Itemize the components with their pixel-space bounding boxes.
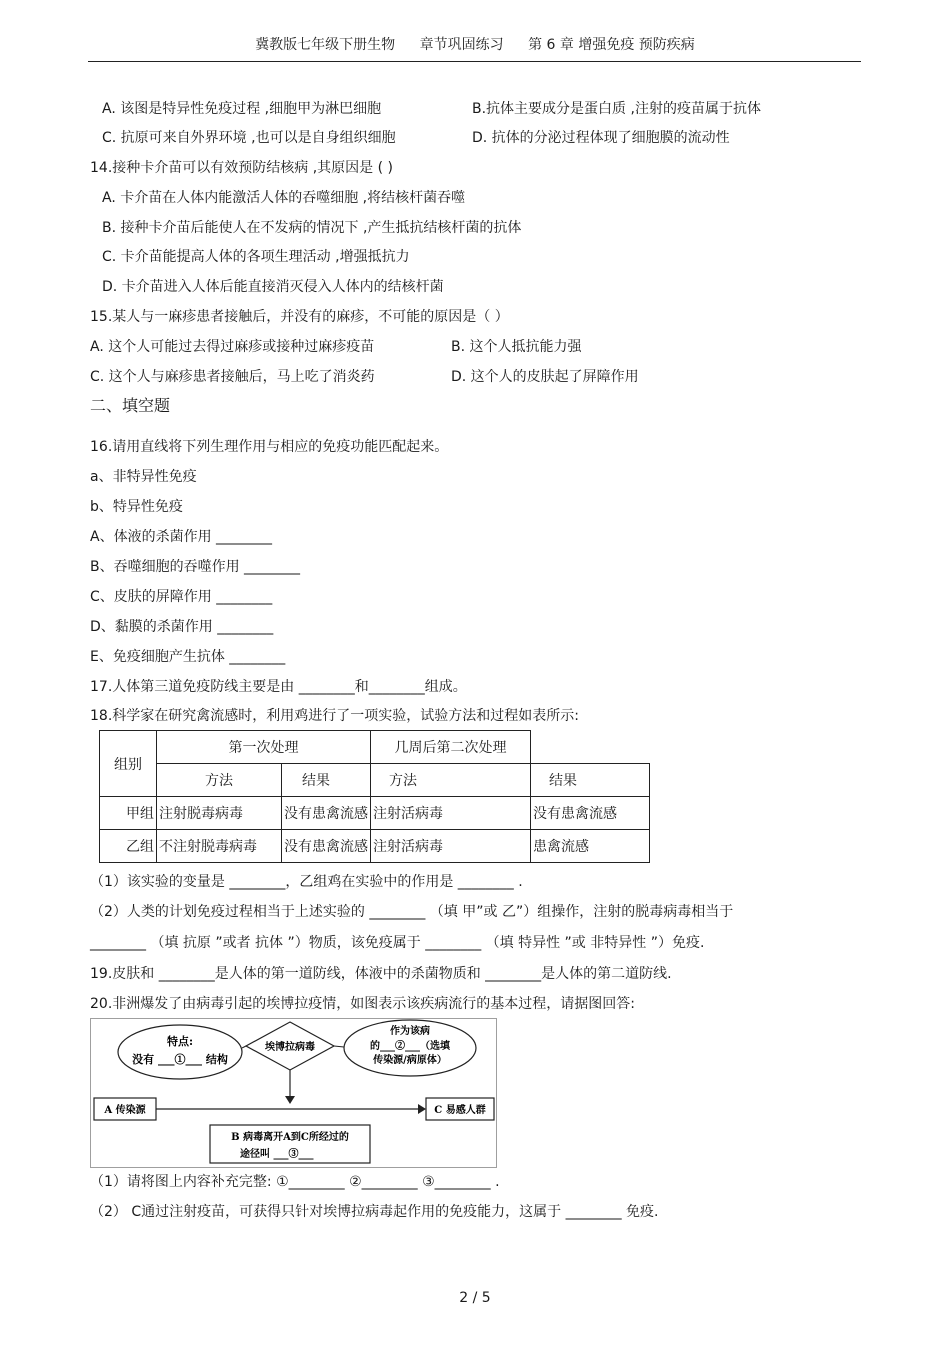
- q15-option-d: D. 这个人的皮肤起了屏障作用: [451, 369, 639, 385]
- table-row: [100, 797, 650, 830]
- table-cell: 注射活病毒: [371, 830, 531, 863]
- q20-stem: 20.非洲爆发了由病毒引起的埃博拉疫情，如图表示该疾病流行的基本过程，请据图回答:: [90, 996, 635, 1012]
- q18-sub1: （1）该实验的变量是 ________，乙组鸡在实验中的作用是 ________ .: [90, 874, 523, 890]
- q14-option-d: D. 卡介苗进入人体后能直接消灭侵入人体内的结核杆菌: [102, 279, 444, 295]
- q13-option-a: A. 该图是特异性免疫过程 ,细胞甲为淋巴细胞: [102, 101, 382, 117]
- table-cell: 乙组: [100, 830, 157, 863]
- q18-sub2a: （2）人类的计划免疫过程相当于上述实验的 ________ （填 甲”或 乙”）组操作，注射的脱毒病毒相当于: [90, 904, 734, 920]
- table-cell: 没有患禽流感: [531, 797, 650, 830]
- table-cell: 没有患禽流感: [282, 797, 371, 830]
- section-title: 二、填空题: [90, 396, 171, 415]
- role-line3: 传染源/病原体）: [373, 1055, 447, 1066]
- q14-stem: 14.接种卡介苗可以有效预防结核病 ,其原因是 ( ): [90, 160, 393, 176]
- q13-option-b: B.抗体主要成分是蛋白质 ,注射的疫苗属于抗体: [472, 101, 761, 117]
- page-header: [0, 34, 950, 54]
- header-group: 组别: [100, 731, 157, 797]
- q16-item-a: A、体液的杀菌作用 ________: [90, 529, 273, 545]
- route-line1: B 病毒离开A到C所经过的: [231, 1132, 349, 1143]
- q15-option-a: A. 这个人可能过去得过麻疹或接种过麻疹疫苗: [90, 339, 375, 355]
- q14-option-c: C. 卡介苗能提高人体的各项生理活动 ,增强抵抗力: [102, 249, 410, 265]
- table-cell: 患禽流感: [531, 830, 650, 863]
- header-first: 第一次处理: [157, 731, 371, 764]
- subheader-result-1: 结果: [282, 764, 371, 797]
- page-number: 2 / 5: [459, 1290, 491, 1306]
- header-book: 冀教版七年级下册生物: [255, 37, 396, 53]
- q15-option-b: B. 这个人抵抗能力强: [451, 339, 582, 355]
- subheader-method-1: 方法: [157, 764, 282, 797]
- subheader-method-2: 方法: [371, 764, 531, 797]
- header-second: 几周后第二次处理: [371, 731, 531, 764]
- q15-stem: 15.某人与一麻疹患者接触后，并没有的麻疹，不可能的原因是（ ）: [90, 309, 509, 325]
- feature-line2: 没有 ___①___ 结构: [132, 1053, 228, 1066]
- q16-type-b: b、特异性免疫: [90, 499, 183, 515]
- table-row: [100, 830, 650, 863]
- feature-ellipse: [118, 1025, 242, 1079]
- q17-text: 17.人体第三道免疫防线主要是由 ________和________组成。: [90, 679, 467, 695]
- q13-option-d: D. 抗体的分泌过程体现了细胞膜的流动性: [472, 130, 730, 146]
- q18-stem: 18.科学家在研究禽流感时，利用鸡进行了一项实验，试验方法和过程如表所示:: [90, 708, 579, 724]
- q16-item-c: C、皮肤的屏障作用 ________: [90, 589, 273, 605]
- q13-option-c: C. 抗原可来自外界环境 ,也可以是自身组织细胞: [102, 130, 396, 146]
- header-section: 章节巩固练习: [419, 37, 504, 53]
- role-line2: 的___②___（选填: [370, 1041, 450, 1052]
- source-label: A 传染源: [104, 1105, 146, 1116]
- table-cell: 甲组: [100, 797, 157, 830]
- route-line2: 途径叫 ___③___: [240, 1149, 314, 1160]
- q18-sub2b: ________ （填 抗原 ”或者 抗体 ”）物质，该免疫属于 ________ （填 特异性 ”或 非特异性 ”）免疫.: [90, 935, 705, 951]
- susceptible-label: C 易感人群: [434, 1105, 486, 1116]
- q16-item-e: E、免疫细胞产生抗体 ________: [90, 649, 286, 665]
- header-chapter: 第 6 章 增强免疫 预防疾病: [528, 37, 695, 53]
- q19-text: 19.皮肤和 ________是人体的第一道防线，体液中的杀菌物质和 ________是人体的第二道防线.: [90, 966, 672, 982]
- table-cell: 注射脱毒病毒: [157, 797, 282, 830]
- feature-line1: 特点:: [166, 1035, 194, 1048]
- role-line1: 作为该病: [390, 1026, 430, 1037]
- q16-item-b: B、吞噬细胞的吞噬作用 ________: [90, 559, 301, 575]
- table-cell: 不注射脱毒病毒: [157, 830, 282, 863]
- table-cell: 没有患禽流感: [282, 830, 371, 863]
- virus-label: 埃博拉病毒: [265, 1042, 315, 1053]
- q16-type-a: a、非特异性免疫: [90, 469, 197, 485]
- q14-option-a: A. 卡介苗在人体内能激活人体的吞噬细胞 ,将结核杆菌吞噬: [102, 190, 466, 206]
- epidemic-diagram: [90, 1018, 497, 1168]
- q14-option-b: B. 接种卡介苗后能使人在不发病的情况下 ,产生抵抗结核杆菌的抗体: [102, 220, 522, 236]
- q20-sub1: （1）请将图上内容补充完整: ①________ ②________ ③________ .: [90, 1174, 500, 1190]
- table-cell: 注射活病毒: [371, 797, 531, 830]
- q16-item-d: D、黏膜的杀菌作用 ________: [90, 619, 274, 635]
- q16-stem: 16.请用直线将下列生理作用与相应的免疫功能匹配起来。: [90, 439, 449, 455]
- subheader-result-2: 结果: [531, 764, 650, 797]
- q20-sub2: （2） C通过注射疫苗，可获得只针对埃博拉病毒起作用的免疫能力，这属于 ________ 免疫.: [90, 1204, 659, 1220]
- experiment-table: [99, 730, 650, 863]
- header-rule: [88, 61, 861, 62]
- q15-option-c: C. 这个人与麻疹患者接触后，马上吃了消炎药: [90, 369, 375, 385]
